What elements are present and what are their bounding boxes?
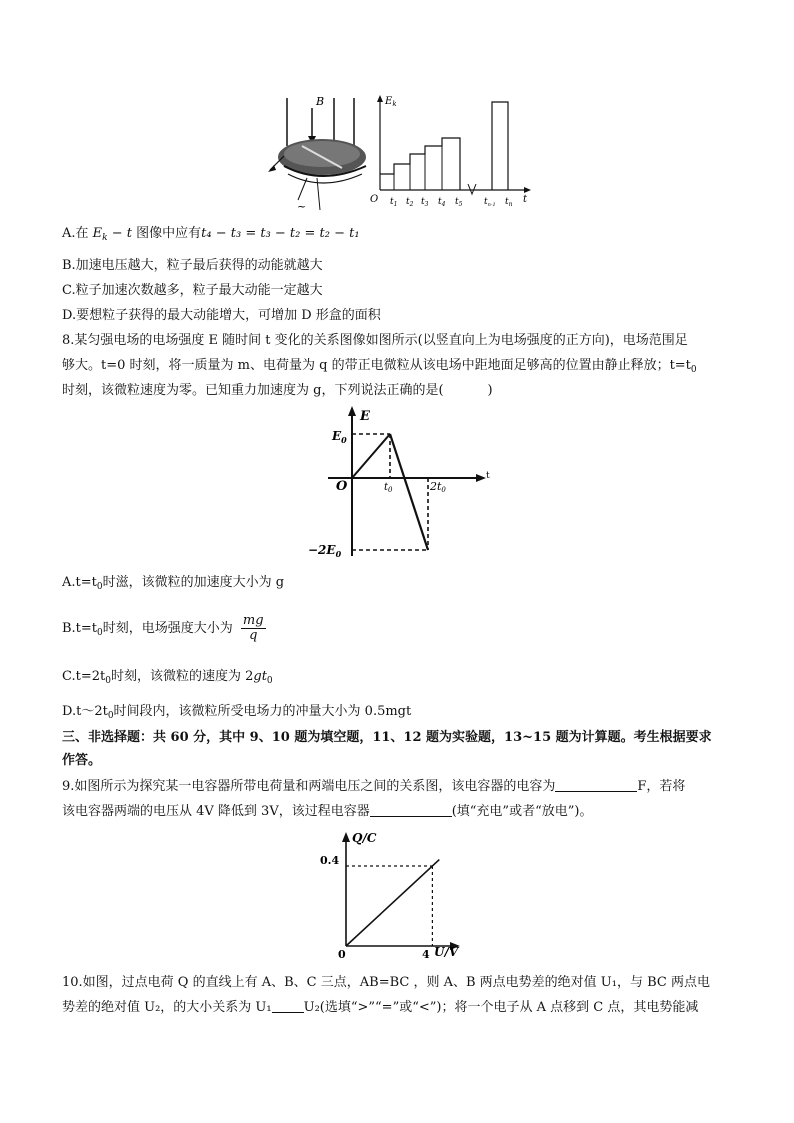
ek-axis-label: $E_k$ [385, 96, 397, 108]
tick-tn: $t_n$ [505, 197, 513, 208]
q9-blank-capacitance[interactable] [555, 779, 637, 792]
q8-option-b: $B.t=t_0$时刻，电场强度大小为 $\frac{mg}{q}$ [62, 613, 264, 643]
tick-t3: $t_3$ [421, 197, 429, 208]
section-3-heading-line1: 三、非选择题：共 60 分，其中 9、10 题为填空题，11、12 题为实验题，13~15 题为计算题。考生根据要求 [62, 730, 712, 745]
origin-label: O [336, 479, 348, 494]
q8-option-c: $C.t=2t_0$时刻，该微粒的速度为 $2gt_0$ [62, 669, 273, 686]
q9-stem-line2: 该电容器两端的电压从 4V 降低到 3V，该过程电容器 (填“充电”或者“放电”)。 [62, 804, 593, 819]
q8-option-a: $A.t=t_0$时滋，该微粒的加速度大小为 g [62, 575, 285, 592]
2t0-label: 2t0 [430, 480, 446, 494]
q9-stem-line1: 9.如图所示为探究某一电容器所带电荷量和两端电压之间的关系图，该电容器的电容为 F，若将 [62, 779, 686, 794]
fraction-mg-over-q: $\frac{mg}{q}$ [242, 613, 264, 643]
q7-option-a: A.在 $E_k - t$ 图像中应有t₄ − t₃ = t₃ − t₂ = t₂ − t₁ [62, 226, 360, 243]
q10-stem-line2: 势差的绝对值 U₂，的大小关系为 U₁ U₂(选填“>”“=”或“<”)；将一个电子从 A 点移到 C 点，其电势能减 [62, 1000, 699, 1015]
q9-blank-charge[interactable] [370, 804, 452, 817]
origin-zero: 0 [338, 948, 346, 960]
q10-stem-line1: 10.如图，过点电荷 Q 的直线上有 A、B、C 三点，AB=BC ，则 A、B 两点电势差的绝对值 U₁，与 BC 两点电 [62, 975, 710, 990]
q7-option-d: D.要想粒子获得的最大动能增大，可增加 D 形盒的面积 [62, 308, 381, 323]
cyclotron-figure [262, 94, 534, 214]
e-axis-label: E [360, 409, 370, 424]
b-field-label: B [316, 95, 325, 108]
q10-blank-compare[interactable] [272, 1000, 304, 1013]
q7-option-c: C.粒子加速次数越多，粒子最大动能一定越大 [62, 283, 323, 298]
y-tick-0.4: 0.4 [320, 854, 340, 867]
q8-stem-line3: 时刻，该微粒速度为零。已知重力加速度为 g，下列说法正确的是( ) [62, 383, 493, 398]
q8-stem-line1: 8.某匀强电场的电场强度 E 随时间 t 变化的关系图像如图所示(以竖直向上为电场强度的正方向)，电场范围足 [62, 333, 688, 348]
tick-t2: $t_2$ [406, 197, 414, 208]
section-3-heading-line2: 作答。 [62, 753, 102, 768]
t-axis-label: t [486, 471, 490, 481]
e0-label: $E_0$ [332, 429, 347, 445]
u-axis-label: U/V [434, 945, 459, 959]
tick-tn-1: $t_{n-1}$ [484, 197, 496, 208]
tick-t1: $t_1$ [390, 197, 398, 208]
q8-stem-line2: 够大。t=0 时刻，将一质量为 m、电荷量为 q 的带正电微粒从该电场中距地面足够高的位置由静止释放；$t=t_0$ [62, 358, 697, 375]
q8-e-t-graph [300, 402, 496, 562]
ek-origin: O [370, 194, 379, 205]
x-tick-4: 4 [422, 948, 430, 960]
t0-label: $t_0$ [384, 482, 393, 494]
q7-option-b: B.加速电压越大，粒子最后获得的动能就越大 [62, 258, 323, 273]
tick-t4: $t_4$ [438, 197, 446, 208]
t-axis-label: t [523, 194, 528, 205]
q8-option-d: $D.t\sim 2t_0$时间段内，该微粒所受电场力的冲量大小为 0.5mgt [62, 704, 412, 721]
neg-2e0-label: $-2E_0$ [308, 543, 342, 559]
q-axis-label: Q/C [352, 831, 377, 845]
q9-q-u-graph [314, 826, 474, 960]
tick-t5: $t_5$ [455, 197, 463, 208]
series-line [346, 860, 439, 946]
ac-source-glyph: ~ [297, 200, 307, 213]
